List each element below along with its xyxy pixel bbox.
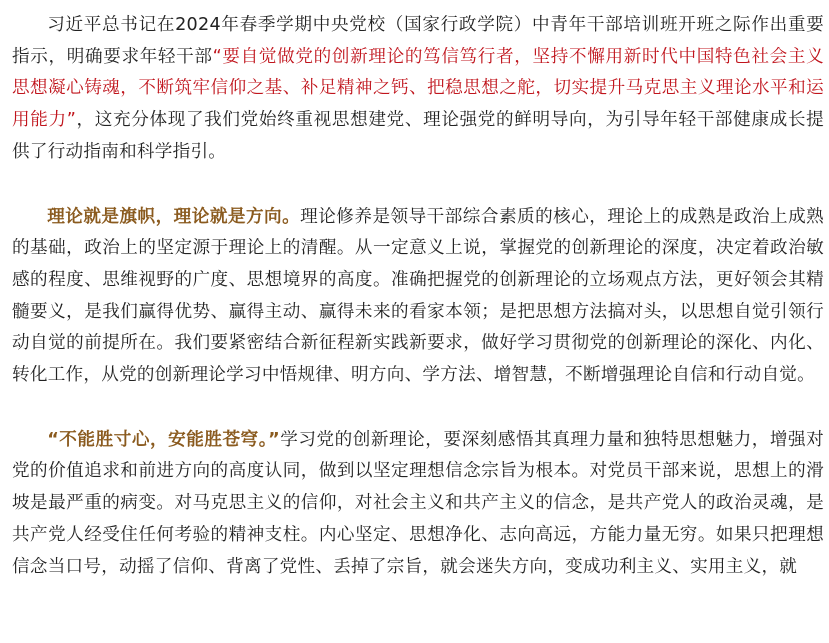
paragraph-theory-banner — [12, 202, 824, 392]
lead-heading: 理论就是旗帜，理论就是方向。 — [47, 206, 301, 227]
red-quote: “要自觉做党的创新理论的笃信笃行者，坚持不懈用新时代中国特色社会主义思想凝心铸魂，不断筑牢信仰之基、补足精神之钙、把稳思想之舵，切实提升马克思主义理论水平和运用能力” — [12, 46, 824, 131]
paragraph-text: 学习党的创新理论，要深刻感悟其真理力量和独特思想魅力，增强对党的价值追求和前进方向的高度认同，做到以坚定理想信念宗旨为根本。对党员干部来说，思想上的滑坡是最严重的病变。对马克思主义的信仰，对社会主义和共产主义的信念，是共产党人的政治灵魂，是共产党人经受住任何考验的精神支柱。内心坚定、思想净化、志向高远，方能力量无穷。如果只把理想信念当口号，动摇了信仰、背离了党性、丢掉了宗旨，就会迷失方向，变成功利主义、实用主义，就 — [12, 429, 824, 577]
article-body — [12, 10, 824, 583]
paragraph-intro — [12, 10, 824, 169]
paragraph-text: 理论修养是领导干部综合素质的核心，理论上的成熟是政治上成熟的基础，政治上的坚定源于理论上的清醒。从一定意义上说，掌握党的创新理论的深度，决定着政治敏感的程度、思维视野的广度、思想境界的高度。准确把握党的创新理论的立场观点方法，更好领会其精髓要义，是我们赢得优势、赢得主动、赢得未来的看家本领；是把思想方法搞对头，以思想自觉引领行动自觉的前提所在。我们要紧密结合新征程新实践新要求，做好学习贯彻党的创新理论的深化、内化、转化工作，从党的创新理论学习中悟规律、明方向、学方法、增智慧，不断增强理论自信和行动自觉。 — [12, 206, 824, 386]
lead-heading: “不能胜寸心，安能胜苍穹。” — [47, 429, 280, 450]
paragraph-faith — [12, 425, 824, 584]
intro-text: 习近平总书记在2024年春季学期中央党校（国家行政学院）中青年干部培训班开班之际作出重要指示，明确要求年轻干部 — [12, 15, 824, 67]
intro-conclusion: ，这充分体现了我们党始终重视思想建党、理论强党的鲜明导向，为引导年轻干部健康成长提供了行动指南和科学指引。 — [12, 110, 824, 162]
